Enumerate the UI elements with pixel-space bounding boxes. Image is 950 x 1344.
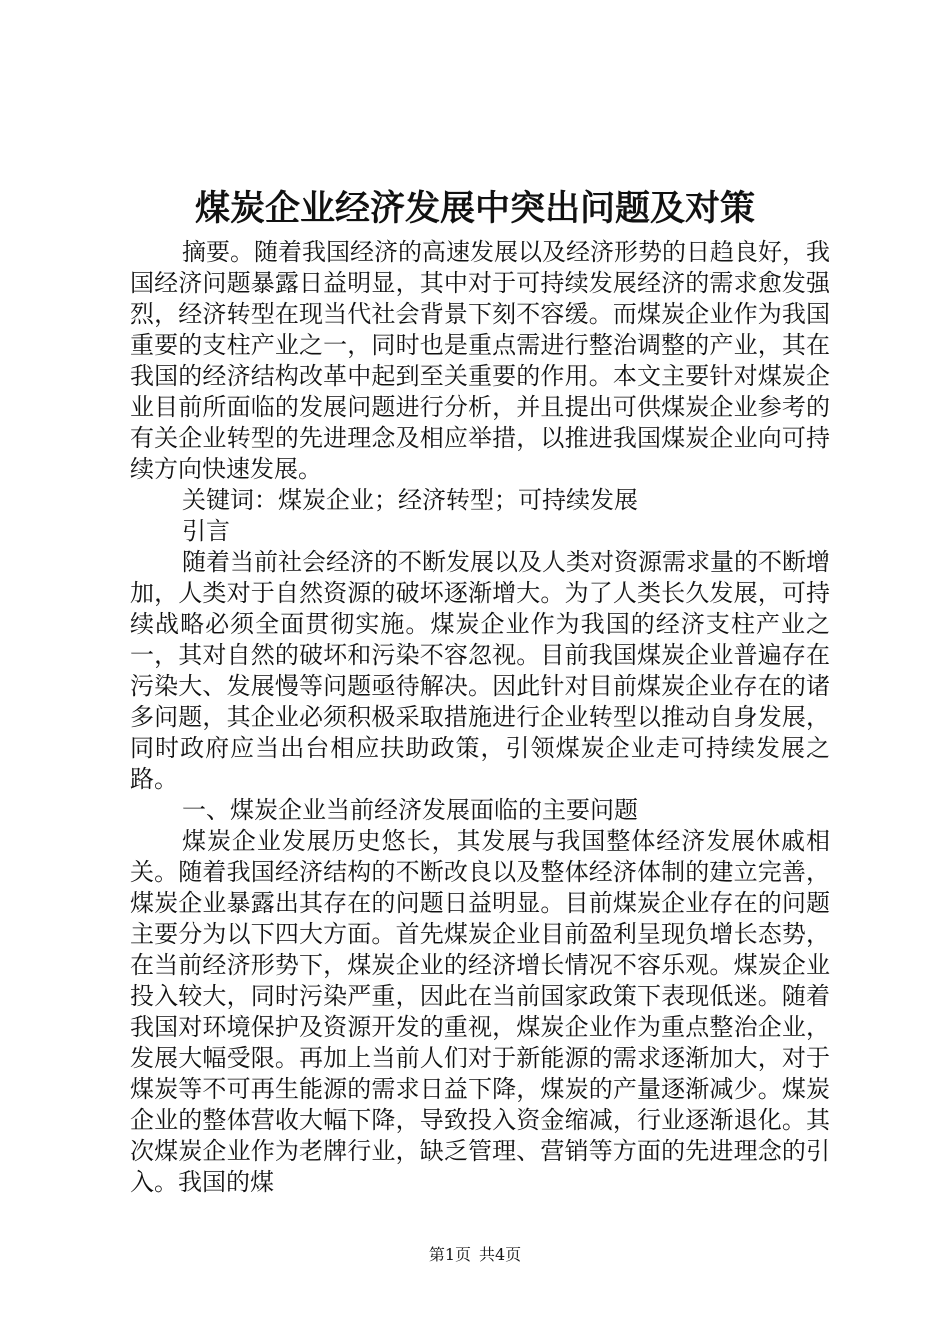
intro-paragraph: 随着当前社会经济的不断发展以及人类对资源需求量的不断增加，人类对于自然资源的破坏逐渐增大。为了人类长久发展，可持续战略必须全面贯彻实施。煤炭企业作为我国的经济支柱产业之一，其对自然的破坏和污染不容忽视。目前我国煤炭企业普遍存在污染大、发展慢等问题亟待解决。因此针对目前煤炭企业存在的诸多问题，其企业必须积极采取措施进行企业转型以推动自身发展，同时政府应当出台相应扶助政策，引领煤炭企业走可持续发展之路。 — [130, 548, 830, 793]
page-title: 煤炭企业经济发展中突出问题及对策 — [194, 188, 755, 229]
document-body — [130, 237, 830, 1198]
page-footer — [0, 1245, 950, 1265]
page-number-total: 共4页 — [479, 1245, 522, 1264]
section-heading-1: 一、煤炭企业当前经济发展面临的主要问题 — [182, 796, 638, 824]
section-paragraph-1: 煤炭企业发展历史悠长，其发展与我国整体经济发展休戚相关。随着我国经济结构的不断改良以及整体经济体制的建立完善，煤炭企业暴露出其存在的问题日益明显。目前煤炭企业存在的问题主要分为以下四大方面。首先煤炭企业目前盈利呈现负增长态势，在当前经济形势下，煤炭企业的经济增长情况不容乐观。煤炭企业投入较大，同时污染严重，因此在当前国家政策下表现低迷。随着我国对环境保护及资源开发的重视，煤炭企业作为重点整治企业，发展大幅受限。再加上当前人们对于新能源的需求逐渐加大，对于煤炭等不可再生能源的需求日益下降，煤炭的产量逐渐减少。煤炭企业的整体营收大幅下降，导致投入资金缩减，行业逐渐退化。其次煤炭企业作为老牌行业，缺乏管理、营销等方面的先进理念的引入。我国的煤 — [130, 827, 830, 1196]
keywords-paragraph: 关键词：煤炭企业；经济转型；可持续发展 — [182, 486, 638, 514]
page-number-current: 第1页 — [428, 1245, 471, 1264]
intro-heading: 引言 — [182, 517, 230, 545]
abstract-paragraph: 摘要。随着我国经济的高速发展以及经济形势的日趋良好，我国经济问题暴露日益明显，其中对于可持续发展经济的需求愈发强烈，经济转型在现当代社会背景下刻不容缓。而煤炭企业作为我国重要的支柱产业之一，同时也是重点需进行整治调整的产业，其在我国的经济结构改革中起到至关重要的作用。本文主要针对煤炭企业目前所面临的发展问题进行分析，并且提出可供煤炭企业参考的有关企业转型的先进理念及相应举措，以推进我国煤炭企业向可持续方向快速发展。 — [130, 238, 830, 483]
